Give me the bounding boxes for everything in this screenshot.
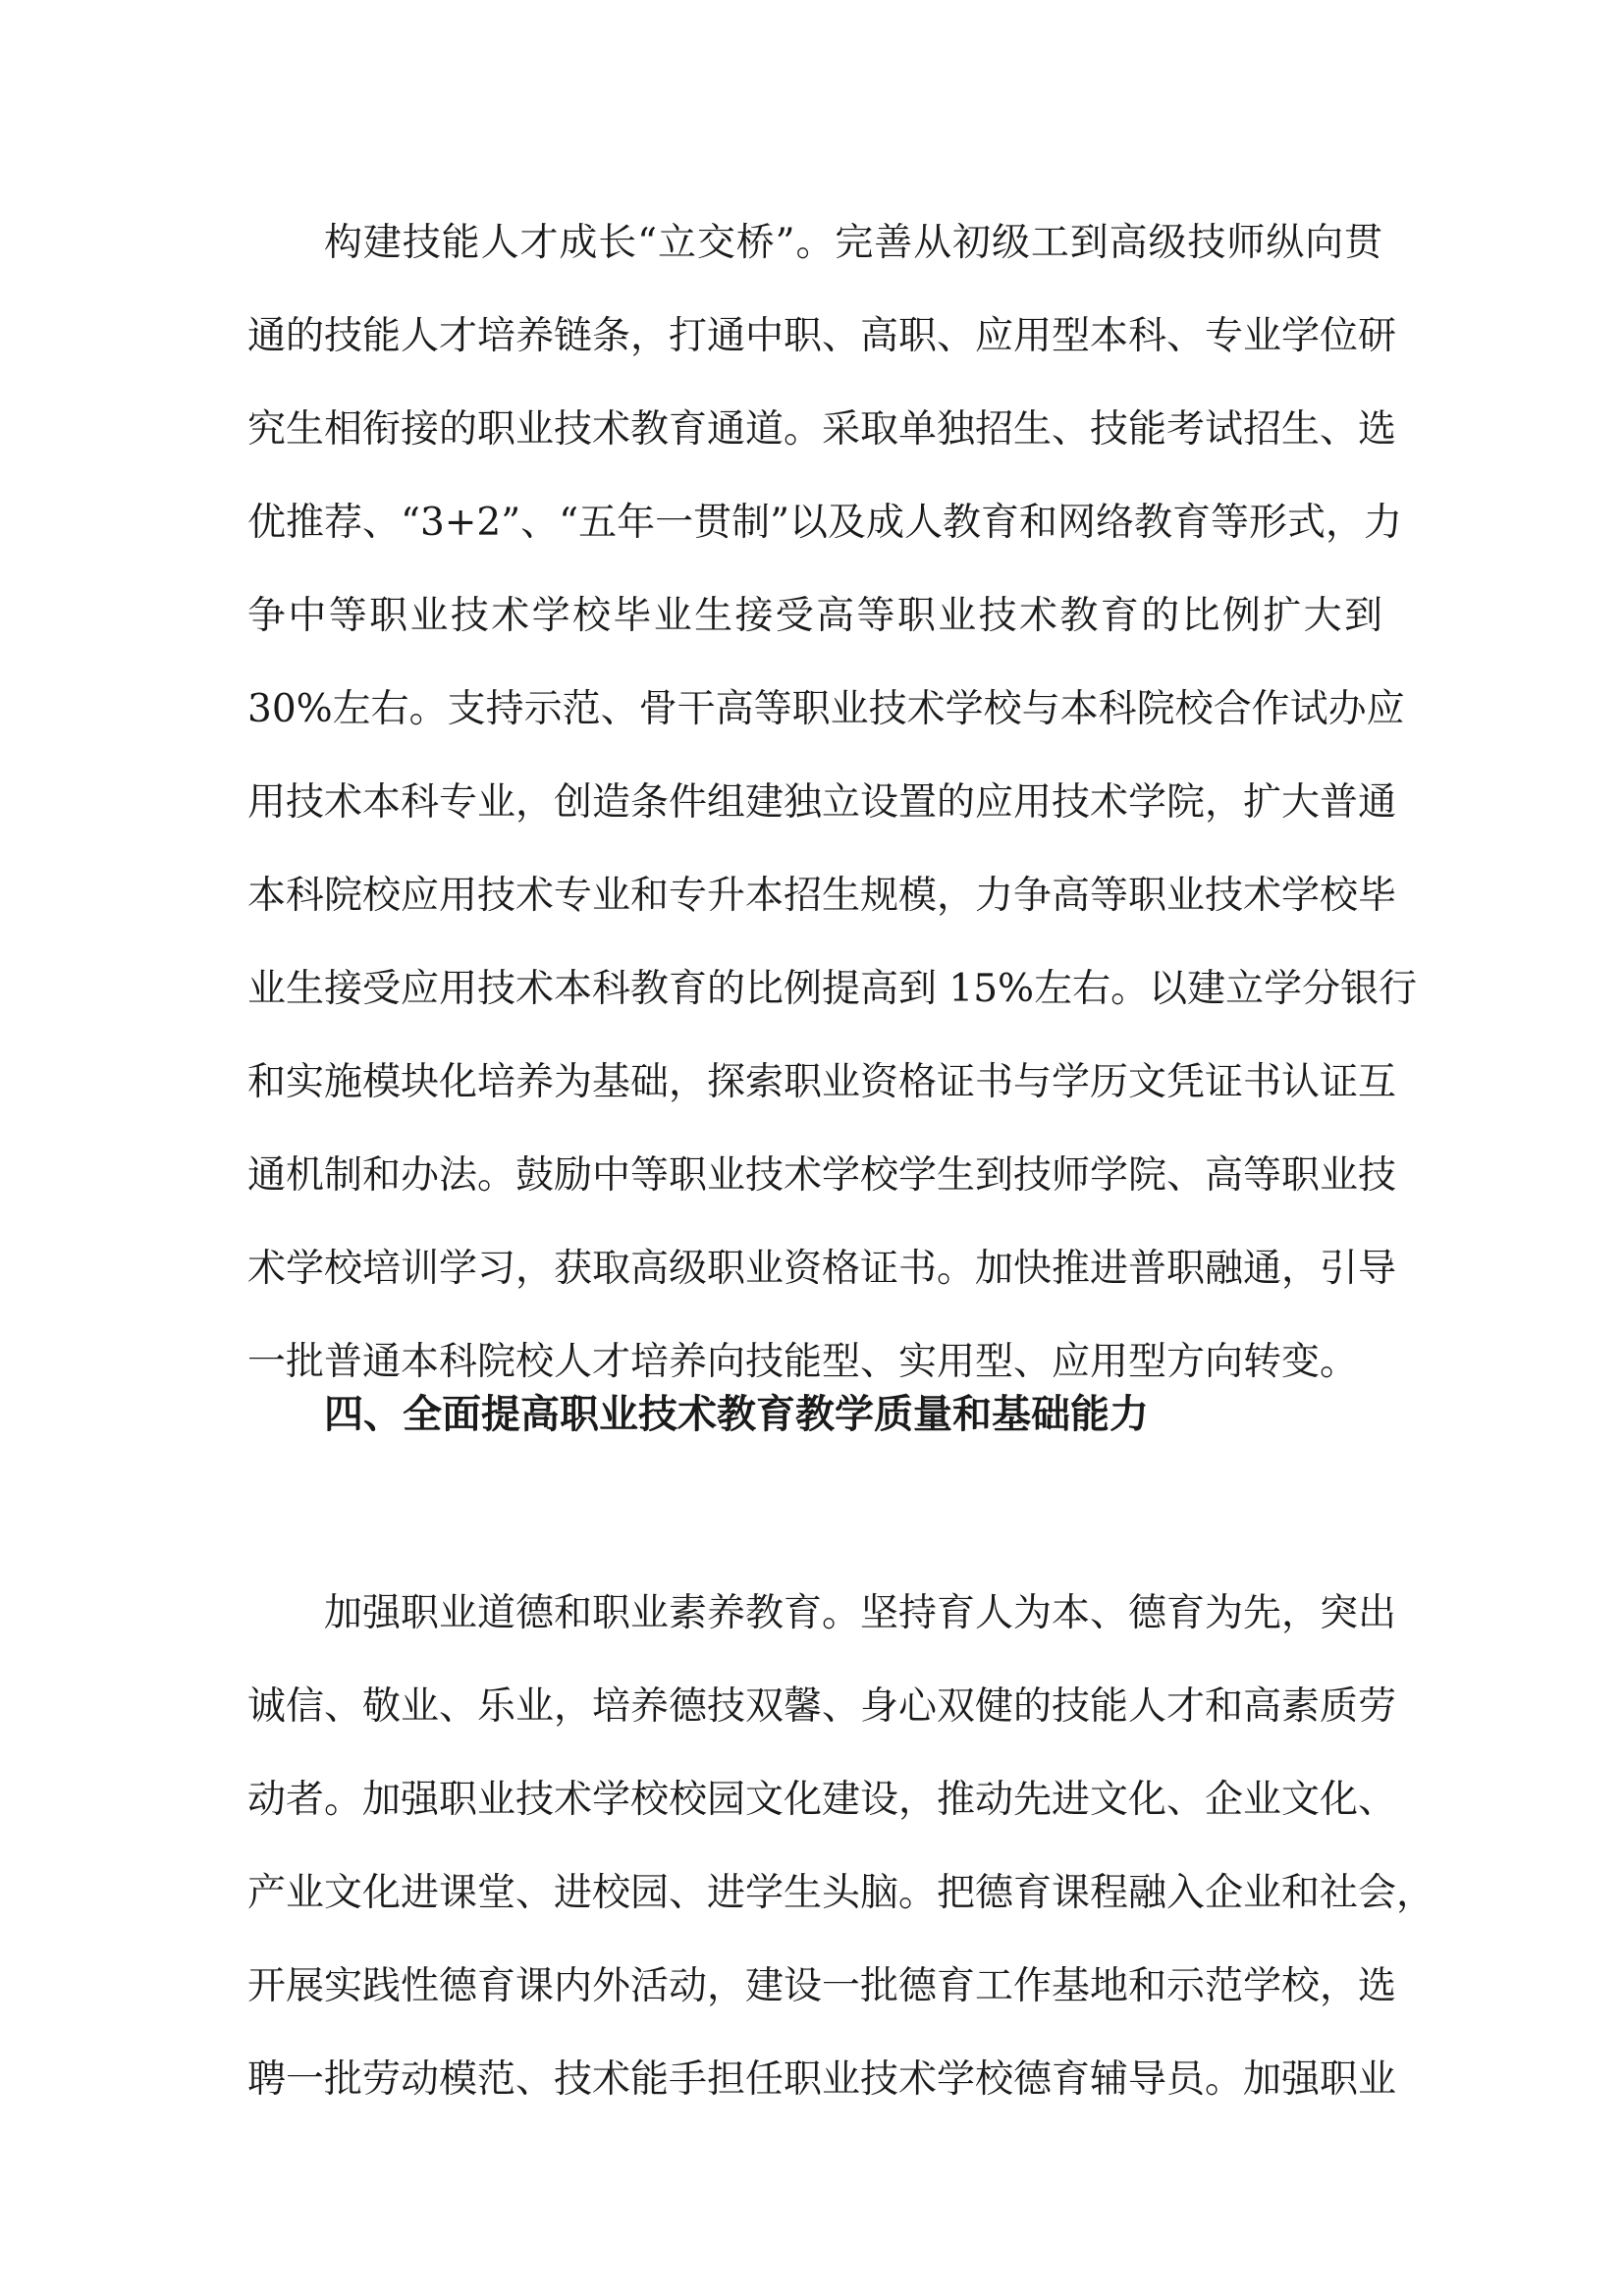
paragraph-line: 构建技能人才成长“立交桥”。完善从初级工到高级技师纵向贯	[324, 221, 1382, 265]
paragraph-line: 通机制和办法。鼓励中等职业技术学校学生到技师学院、高等职业技	[247, 1153, 1397, 1198]
paragraph-line: 动者。加强职业技术学校校园文化建设，推动先进文化、企业文化、	[247, 1778, 1397, 1822]
paragraph-line: 争中等职业技术学校毕业生接受高等职业技术教育的比例扩大到	[247, 594, 1382, 638]
paragraph-moral-education	[247, 1567, 1435, 2126]
paragraph-line: 加强职业道德和职业素养教育。坚持育人为本、德育为先，突出	[324, 1591, 1397, 1635]
paragraph-line: 聘一批劳动模范、技术能手担任职业技术学校德育辅导员。加强职业	[247, 2057, 1397, 2102]
paragraph-line: 开展实践性德育课内外活动，建设一批德育工作基地和示范学校，选	[247, 1964, 1397, 2008]
paragraph-line: 30%左右。支持示范、骨干高等职业技术学校与本科院校合作试办应	[247, 687, 1405, 731]
paragraph-line: 通的技能人才培养链条，打通中职、高职、应用型本科、专业学位研	[247, 314, 1397, 358]
paragraph-line: 诚信、敬业、乐业，培养德技双馨、身心双健的技能人才和高素质劳	[247, 1684, 1397, 1729]
paragraph-skills-bridge	[247, 196, 1418, 1409]
paragraph-line: 究生相衔接的职业技术教育通道。采取单独招生、技能考试招生、选	[247, 407, 1397, 452]
paragraph-line: 优推荐、“3+2”、“五年一贯制”以及成人教育和网络教育等形式，力	[247, 501, 1403, 545]
paragraph-line: 业生接受应用技术本科教育的比例提高到 15%左右。以建立学分银行	[247, 967, 1418, 1011]
paragraph-line: 本科院校应用技术专业和专升本招生规模，力争高等职业技术学校毕	[247, 874, 1397, 918]
paragraph-line: 用技术本科专业，创造条件组建独立设置的应用技术学院，扩大普通	[247, 780, 1397, 825]
paragraph-line: 和实施模块化培养为基础，探索职业资格证书与学历文凭证书认证互	[247, 1060, 1397, 1104]
paragraph-line: 术学校培训学习，获取高级职业资格证书。加快推进普职融通，引导	[247, 1247, 1397, 1291]
paragraph-line: 产业文化进课堂、进校园、进学生头脑。把德育课程融入企业和社会，	[247, 1871, 1435, 1915]
paragraph-line: 一批普通本科院校人才培养向技能型、实用型、应用型方向转变。	[247, 1340, 1359, 1384]
section-heading: 四、全面提高职业技术教育教学质量和基础能力	[324, 1392, 1149, 1437]
